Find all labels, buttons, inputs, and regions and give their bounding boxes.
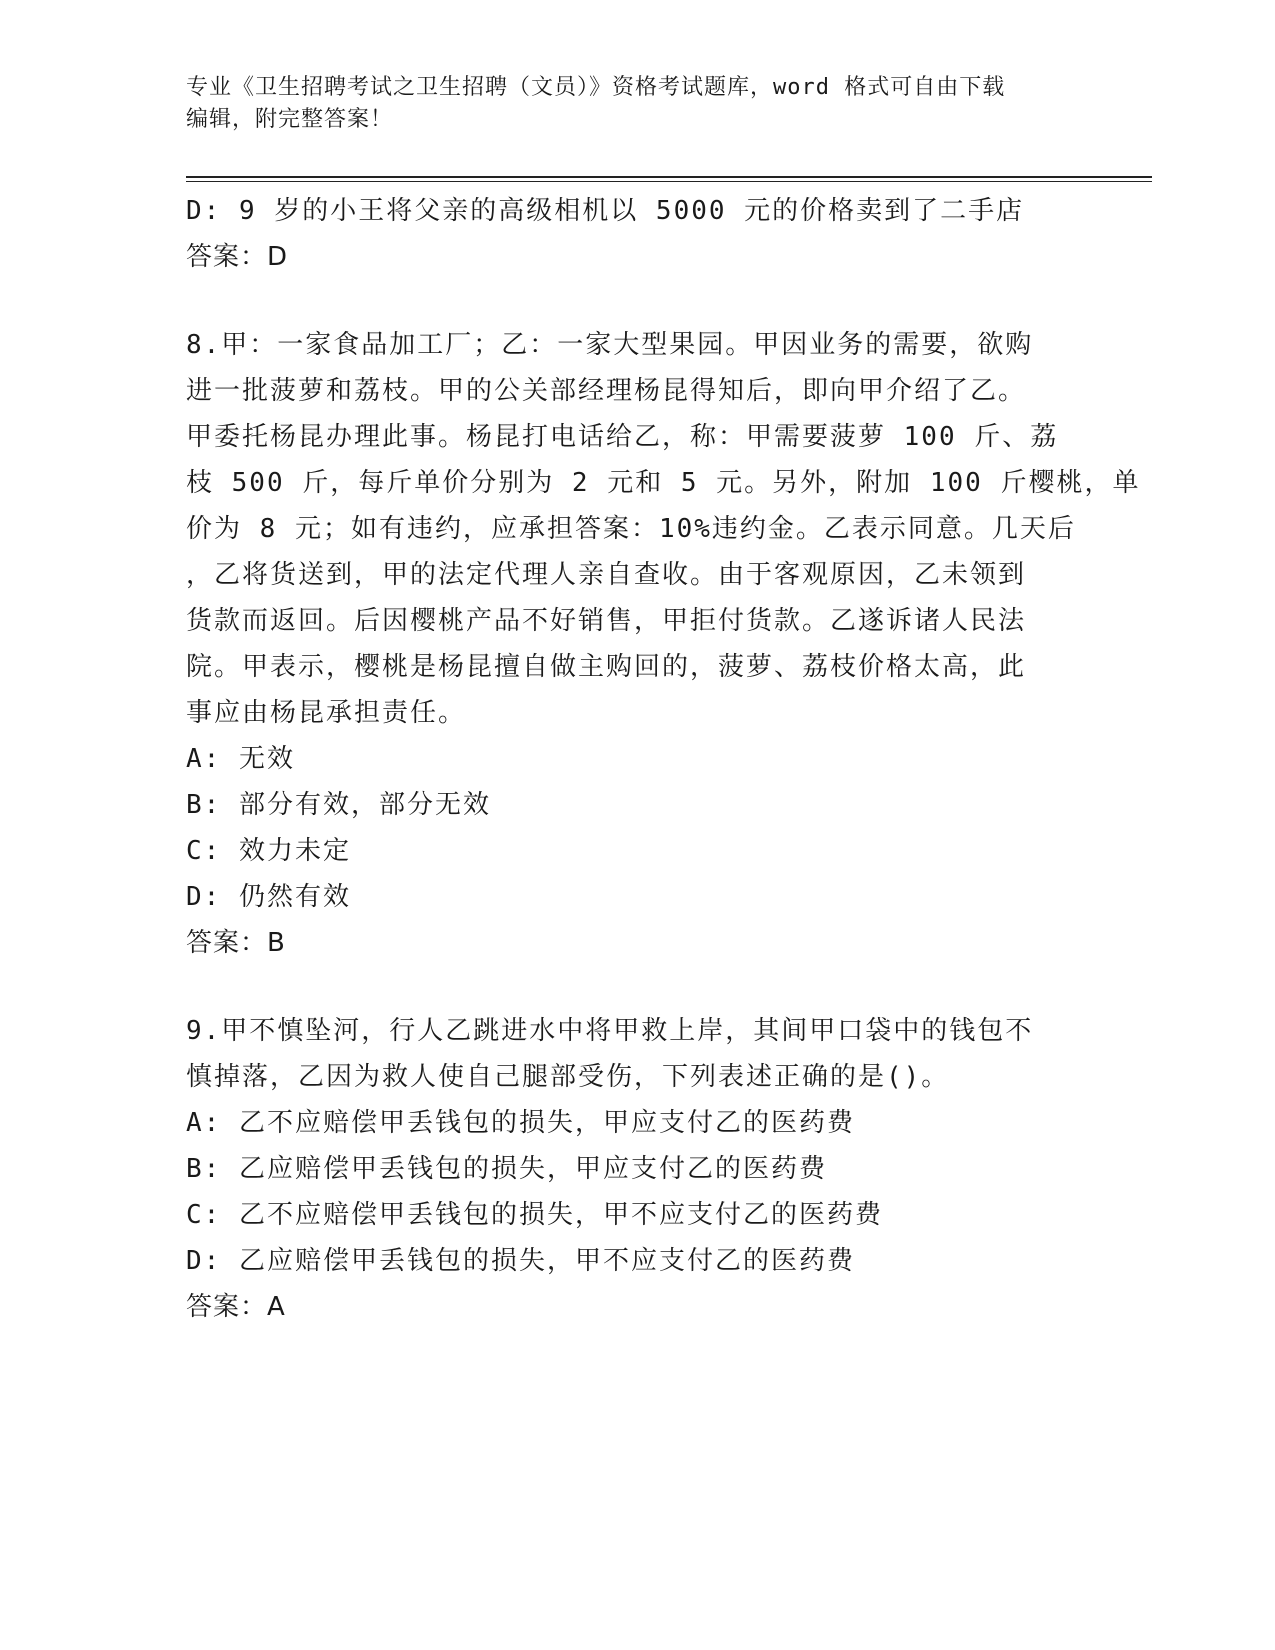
header-line-2: 编辑，附完整答案！ [186, 107, 394, 132]
q9-option-d: D: 乙应赔偿甲丢钱包的损失，甲不应支付乙的医药费 [186, 1246, 855, 1276]
q9-option-b: B: 乙应赔偿甲丢钱包的损失，甲应支付乙的医药费 [186, 1154, 827, 1184]
q8-stem-line: 事应由杨昆承担责任。 [186, 698, 467, 728]
q9-option-a: A: 乙不应赔偿甲丢钱包的损失，甲应支付乙的医药费 [186, 1108, 855, 1138]
prev-answer: 答案：D [186, 242, 289, 272]
q9-answer: 答案：A [186, 1292, 286, 1322]
prev-option-d: D: 9 岁的小王将父亲的高级相机以 5000 元的价格卖到了二手店 [186, 196, 1025, 226]
q8-option-b: B: 部分有效，部分无效 [186, 790, 491, 820]
spacer [186, 280, 1066, 322]
q8-stem-line: 8.甲：一家食品加工厂；乙：一家大型果园。甲因业务的需要，欲购 [186, 330, 1034, 360]
header-rule-thin [186, 181, 1152, 182]
spacer [186, 966, 1066, 1008]
question-9 [186, 1008, 1066, 1330]
q8-stem-line: 甲委托杨昆办理此事。杨昆打电话给乙，称：甲需要菠萝 100 斤、荔 [186, 422, 1059, 452]
q8-stem-line: 院。甲表示，樱桃是杨昆擅自做主购回的，菠萝、荔枝价格太高，此 [186, 652, 1027, 682]
q9-stem-line: 9.甲不慎坠河，行人乙跳进水中将甲救上岸，其间甲口袋中的钱包不 [186, 1016, 1034, 1046]
question-8 [186, 322, 1141, 966]
q9-option-c: C: 乙不应赔偿甲丢钱包的损失，甲不应支付乙的医药费 [186, 1200, 883, 1230]
q8-stem-line: 价为 8 元；如有违约，应承担答案：10%违约金。乙表示同意。几天后 [186, 514, 1076, 544]
q8-stem-line: 货款而返回。后因樱桃产品不好销售，甲拒付货款。乙遂诉诸人民法 [186, 606, 1027, 636]
q8-option-d: D: 仍然有效 [186, 882, 351, 912]
q8-stem-line: 枝 500 斤，每斤单价分别为 2 元和 5 元。另外，附加 100 斤樱桃，单 [186, 468, 1141, 498]
header-line-1: 专业《卫生招聘考试之卫生招聘（文员）》资格考试题库，word 格式可自由下载 [186, 75, 1006, 100]
document-header [186, 72, 1086, 136]
q8-stem-line: 进一批菠萝和荔枝。甲的公关部经理杨昆得知后，即向甲介绍了乙。 [186, 376, 1027, 406]
q8-option-c: C: 效力未定 [186, 836, 351, 866]
q8-answer: 答案：B [186, 928, 286, 958]
prev-question [186, 188, 1066, 280]
header-rule-thick [186, 176, 1152, 178]
document-body [186, 188, 1141, 1330]
q9-stem-line: 慎掉落，乙因为救人使自己腿部受伤，下列表述正确的是()。 [186, 1062, 950, 1092]
q8-option-a: A: 无效 [186, 744, 295, 774]
q8-stem-line: ，乙将货送到，甲的法定代理人亲自查收。由于客观原因，乙未领到 [186, 560, 1027, 590]
